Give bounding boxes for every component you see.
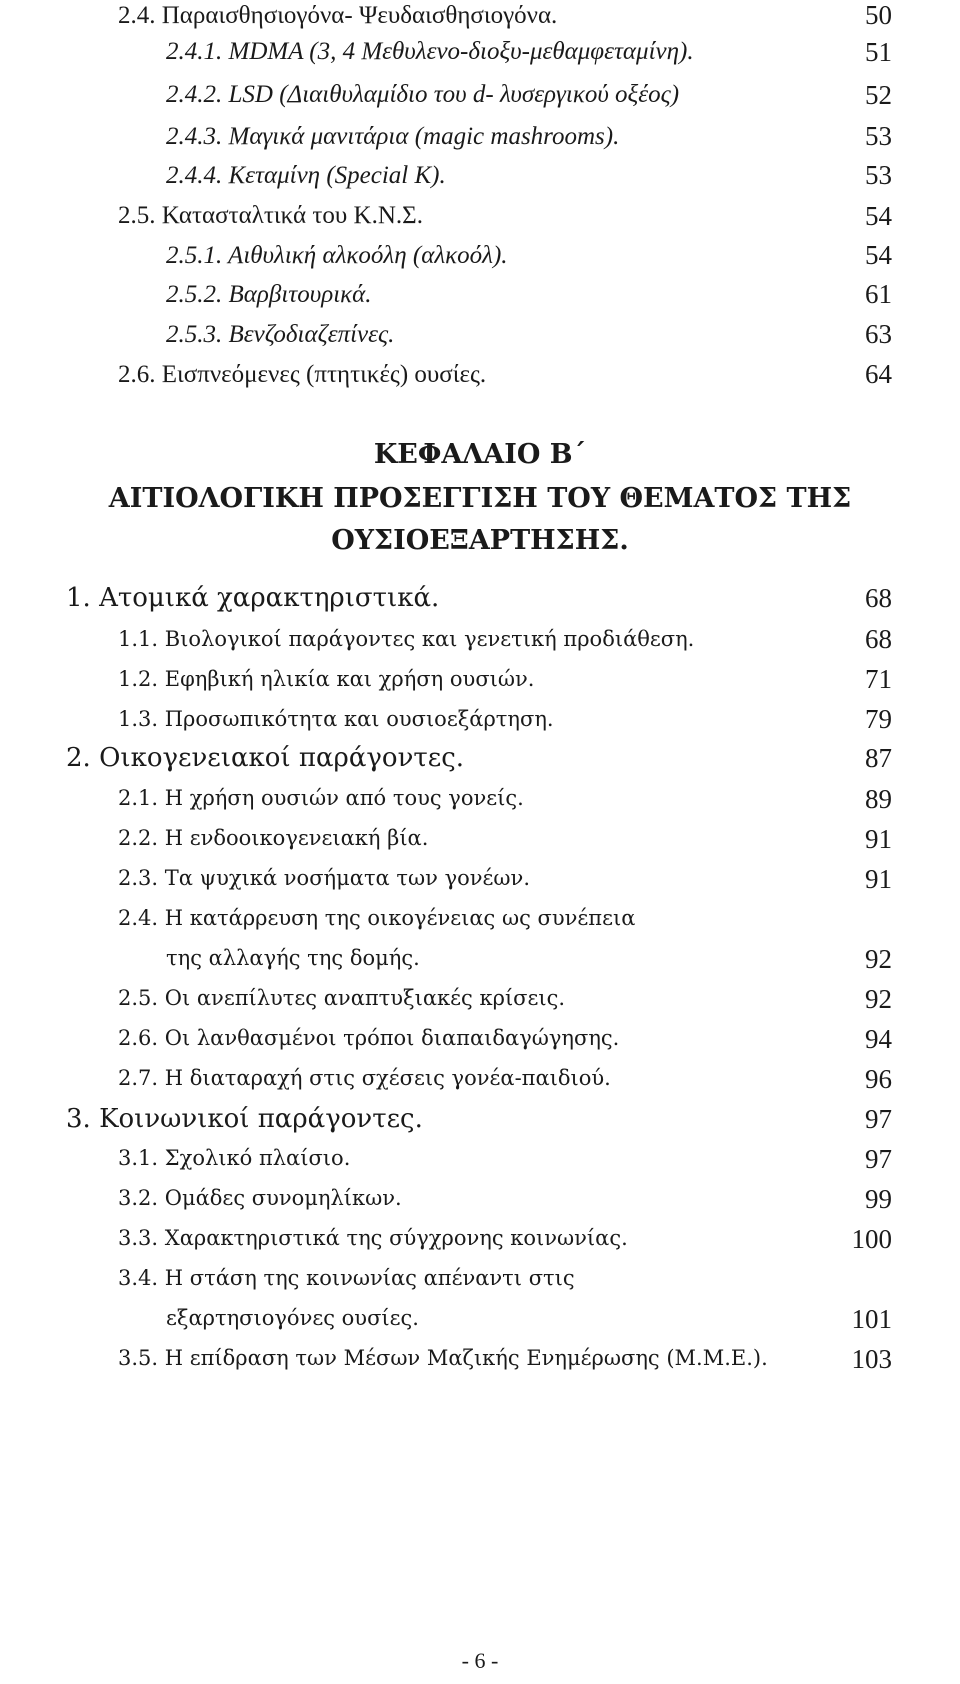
toc-entry: 3.4. Η στάση της κοινωνίας απέναντι στις: [118, 1266, 575, 1290]
toc-page-number: 91: [865, 864, 892, 894]
toc-page-number: 103: [851, 1344, 892, 1374]
page-footer-number: - 6 -: [461, 1648, 499, 1673]
toc-entry: 2.4. Η κατάρρευση της οικογένειας ως συνέπεια: [118, 906, 636, 930]
toc-page-number: 53: [865, 121, 892, 151]
toc-entry: εξαρτησιογόνες ουσίες.: [166, 1306, 419, 1330]
toc-page-number: 96: [865, 1064, 892, 1094]
toc-page-number: 91: [865, 824, 892, 854]
toc-page-number: 54: [865, 201, 892, 231]
chapter-title-line1: ΑΙΤΙΟΛΟΓΙΚΗ ΠΡΟΣΕΓΓΙΣΗ ΤΟΥ ΘΕΜΑΤΟΣ ΤΗΣ: [108, 483, 852, 514]
toc-page-number: 50: [865, 0, 892, 30]
toc-page-number: 94: [865, 1024, 892, 1054]
toc-page-number: 63: [865, 319, 892, 349]
toc-page-number: 52: [865, 80, 892, 110]
toc-entry: 2.6. Εισπνεόμενες (πτητικές) ουσίες.: [118, 361, 487, 388]
toc-entry: 2.5. Οι ανεπίλυτες αναπτυξιακές κρίσεις.: [118, 986, 566, 1010]
toc-page-number: 61: [865, 279, 892, 309]
toc-entry: 2.5.1. Αιθυλική αλκοόλη (αλκοόλ).: [166, 242, 508, 269]
toc-entry: 2.4.2. LSD (Διαιθυλαμίδιο του d- λυσεργικού οξέος): [166, 81, 680, 108]
toc-entry: 3. Κοινωνικοί παράγοντες.: [66, 1104, 423, 1134]
toc-page-number: 79: [865, 704, 892, 734]
toc-entry: 1.2. Εφηβική ηλικία και χρήση ουσιών.: [118, 667, 535, 691]
chapter-number: ΚΕΦΑΛΑΙΟ Β΄: [373, 439, 587, 470]
toc-page-number: 92: [865, 944, 892, 974]
toc-entry: 3.1. Σχολικό πλαίσιο.: [118, 1146, 351, 1170]
toc-entry: 2.4. Παραισθησιογόνα- Ψευδαισθησιογόνα.: [118, 2, 558, 29]
toc-entry: 1.1. Βιολογικοί παράγοντες και γενετική προδιάθεση.: [118, 627, 695, 651]
toc-page-number: 92: [865, 984, 892, 1014]
toc-entry: 3.2. Ομάδες συνομηλίκων.: [118, 1186, 402, 1210]
toc-page-number: 71: [865, 664, 892, 694]
toc-page-number: 64: [865, 359, 892, 389]
toc-page-number: 51: [865, 37, 892, 67]
toc-entry: 3.5. Η επίδραση των Μέσων Μαζικής Ενημέρωσης (Μ.Μ.Ε.).: [118, 1346, 768, 1370]
toc-page-number: 89: [865, 784, 892, 814]
toc-page-number: 97: [865, 1104, 892, 1134]
toc-entry: 2.5.3. Βενζοδιαζεπίνες.: [166, 321, 395, 348]
toc-entry: 2.5. Κατασταλτικά του Κ.Ν.Σ.: [118, 202, 423, 229]
toc-entry: 1.3. Προσωπικότητα και ουσιοεξάρτηση.: [118, 707, 554, 731]
toc-page-number: 100: [851, 1224, 892, 1254]
toc-entry: 1. Ατομικά χαρακτηριστικά.: [66, 583, 440, 613]
toc-entry: 2.4.4. Κεταμίνη (Special K).: [166, 162, 446, 189]
toc-page-number: 97: [865, 1144, 892, 1174]
toc-page-number: 87: [865, 743, 892, 773]
toc-entry: 2.4.1. MDMA (3, 4 Μεθυλενο-διοξυ-μεθαμφεταμίνη).: [166, 38, 694, 65]
toc-entry: 2.4.3. Μαγικά μανιτάρια (magic mashrooms).: [166, 123, 620, 150]
toc-page-number: 68: [865, 583, 892, 613]
toc-entry: 2.6. Οι λανθασμένοι τρόποι διαπαιδαγώγησης.: [118, 1026, 620, 1050]
toc-page-number: 68: [865, 624, 892, 654]
toc-page-number: 99: [865, 1184, 892, 1214]
toc-entry: 2.2. Η ενδοοικογενειακή βία.: [118, 826, 429, 850]
toc-entry: της αλλαγής της δομής.: [166, 946, 420, 970]
toc-page-number: 101: [851, 1304, 892, 1334]
chapter-title-line2: ΟΥΣΙΟΕΞΑΡΤΗΣΗΣ.: [331, 525, 629, 556]
toc-entry: 3.3. Χαρακτηριστικά της σύγχρονης κοινωνίας.: [118, 1226, 628, 1250]
toc-page-number: 54: [865, 240, 892, 270]
toc-page-number: 53: [865, 160, 892, 190]
toc-entry: 2.5.2. Βαρβιτουρικά.: [166, 281, 372, 308]
toc-entry: 2.1. Η χρήση ουσιών από τους γονείς.: [118, 786, 524, 810]
toc-entry: 2. Οικογενειακοί παράγοντες.: [66, 743, 465, 773]
toc-entry: 2.3. Τα ψυχικά νοσήματα των γονέων.: [118, 866, 531, 890]
toc-entry: 2.7. Η διαταραχή στις σχέσεις γονέα-παιδιού.: [118, 1066, 611, 1090]
